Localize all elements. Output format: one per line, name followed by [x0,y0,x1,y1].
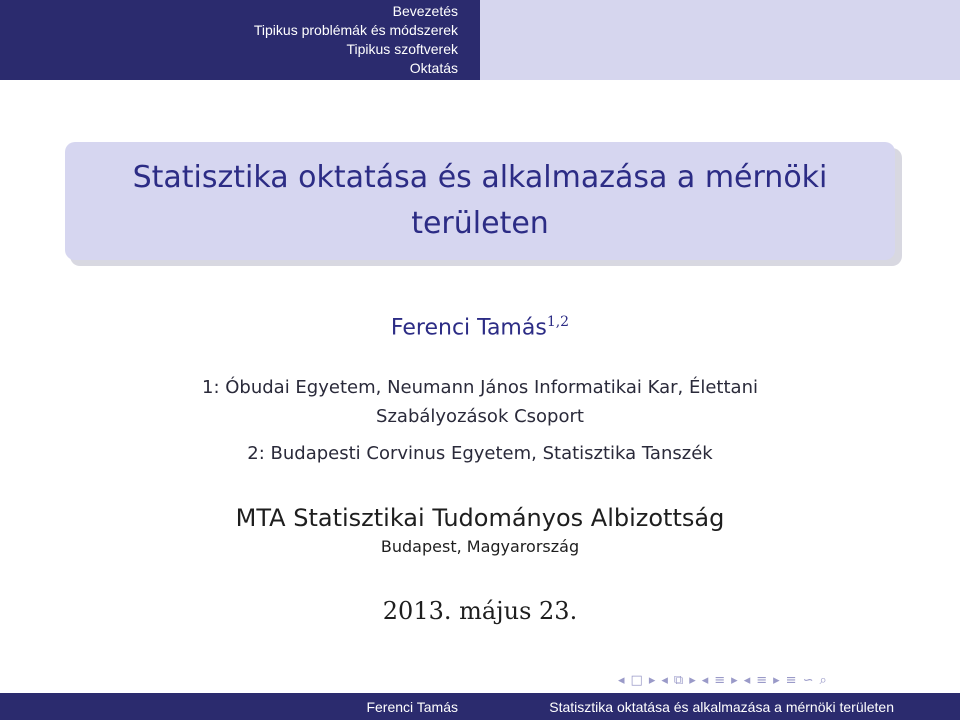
align-icon[interactable]: ≡ [785,672,797,688]
institute-place: Budapest, Magyarország [380,537,580,556]
footer-title: Statisztika oktatása és alkalmazása a mérnöki területen [480,693,960,720]
subsection-next-icon[interactable]: ▸ [689,672,696,688]
document-prev-icon[interactable]: ◂ [743,672,751,688]
subsection-icon[interactable]: ⧉ [673,672,684,688]
presentation-date: 2013. május 23. [382,597,578,625]
frame-prev-icon[interactable]: ◂ [618,672,625,688]
nav-section-bevezetes[interactable]: Bevezetés [392,3,458,19]
section-navigation [0,0,480,80]
nav-section-szoftverek[interactable]: Tipikus szoftverek [346,41,458,57]
nav-section-problemak[interactable]: Tipikus problémák és módszerek [253,22,458,38]
presentation-title: Statisztika oktatása és alkalmazása a mérnöki területen [132,160,828,241]
subsection-prev-icon[interactable]: ◂ [661,672,668,688]
author-affiliation-marks: 1,2 [546,314,570,330]
footer [0,693,960,720]
document-next-icon[interactable]: ▸ [773,672,780,688]
search-icon[interactable]: ⌕ [819,672,827,688]
nav-section-oktatas[interactable]: Oktatás [409,60,458,76]
beamer-navigation-symbols [618,670,827,690]
institute-name: MTA Statisztikai Tudományos Albizottság [235,504,725,532]
frame-icon[interactable]: □ [630,672,643,688]
section-icon[interactable]: ≡ [714,672,726,688]
section-prev-icon[interactable]: ◂ [701,672,709,688]
author-line [0,314,960,340]
document-icon[interactable]: ≡ [756,672,768,688]
header-right-band [480,0,960,80]
footer-author: Ferenci Tamás [0,693,480,720]
affiliation-2: 2: Budapesti Corvinus Egyetem, Statisztika Tanszék [247,443,713,464]
title-block [65,142,895,260]
frame-next-icon[interactable]: ▸ [648,672,656,688]
header-navigation [0,0,960,80]
author-name: Ferenci Tamás [390,315,547,341]
affiliation-1: 1: Óbudai Egyetem, Neumann János Informatikai Kar, Élettani Szabályozások Csoport [202,377,758,427]
search-back-icon[interactable]: ∽ [802,672,814,688]
section-next-icon[interactable]: ▸ [731,672,738,688]
